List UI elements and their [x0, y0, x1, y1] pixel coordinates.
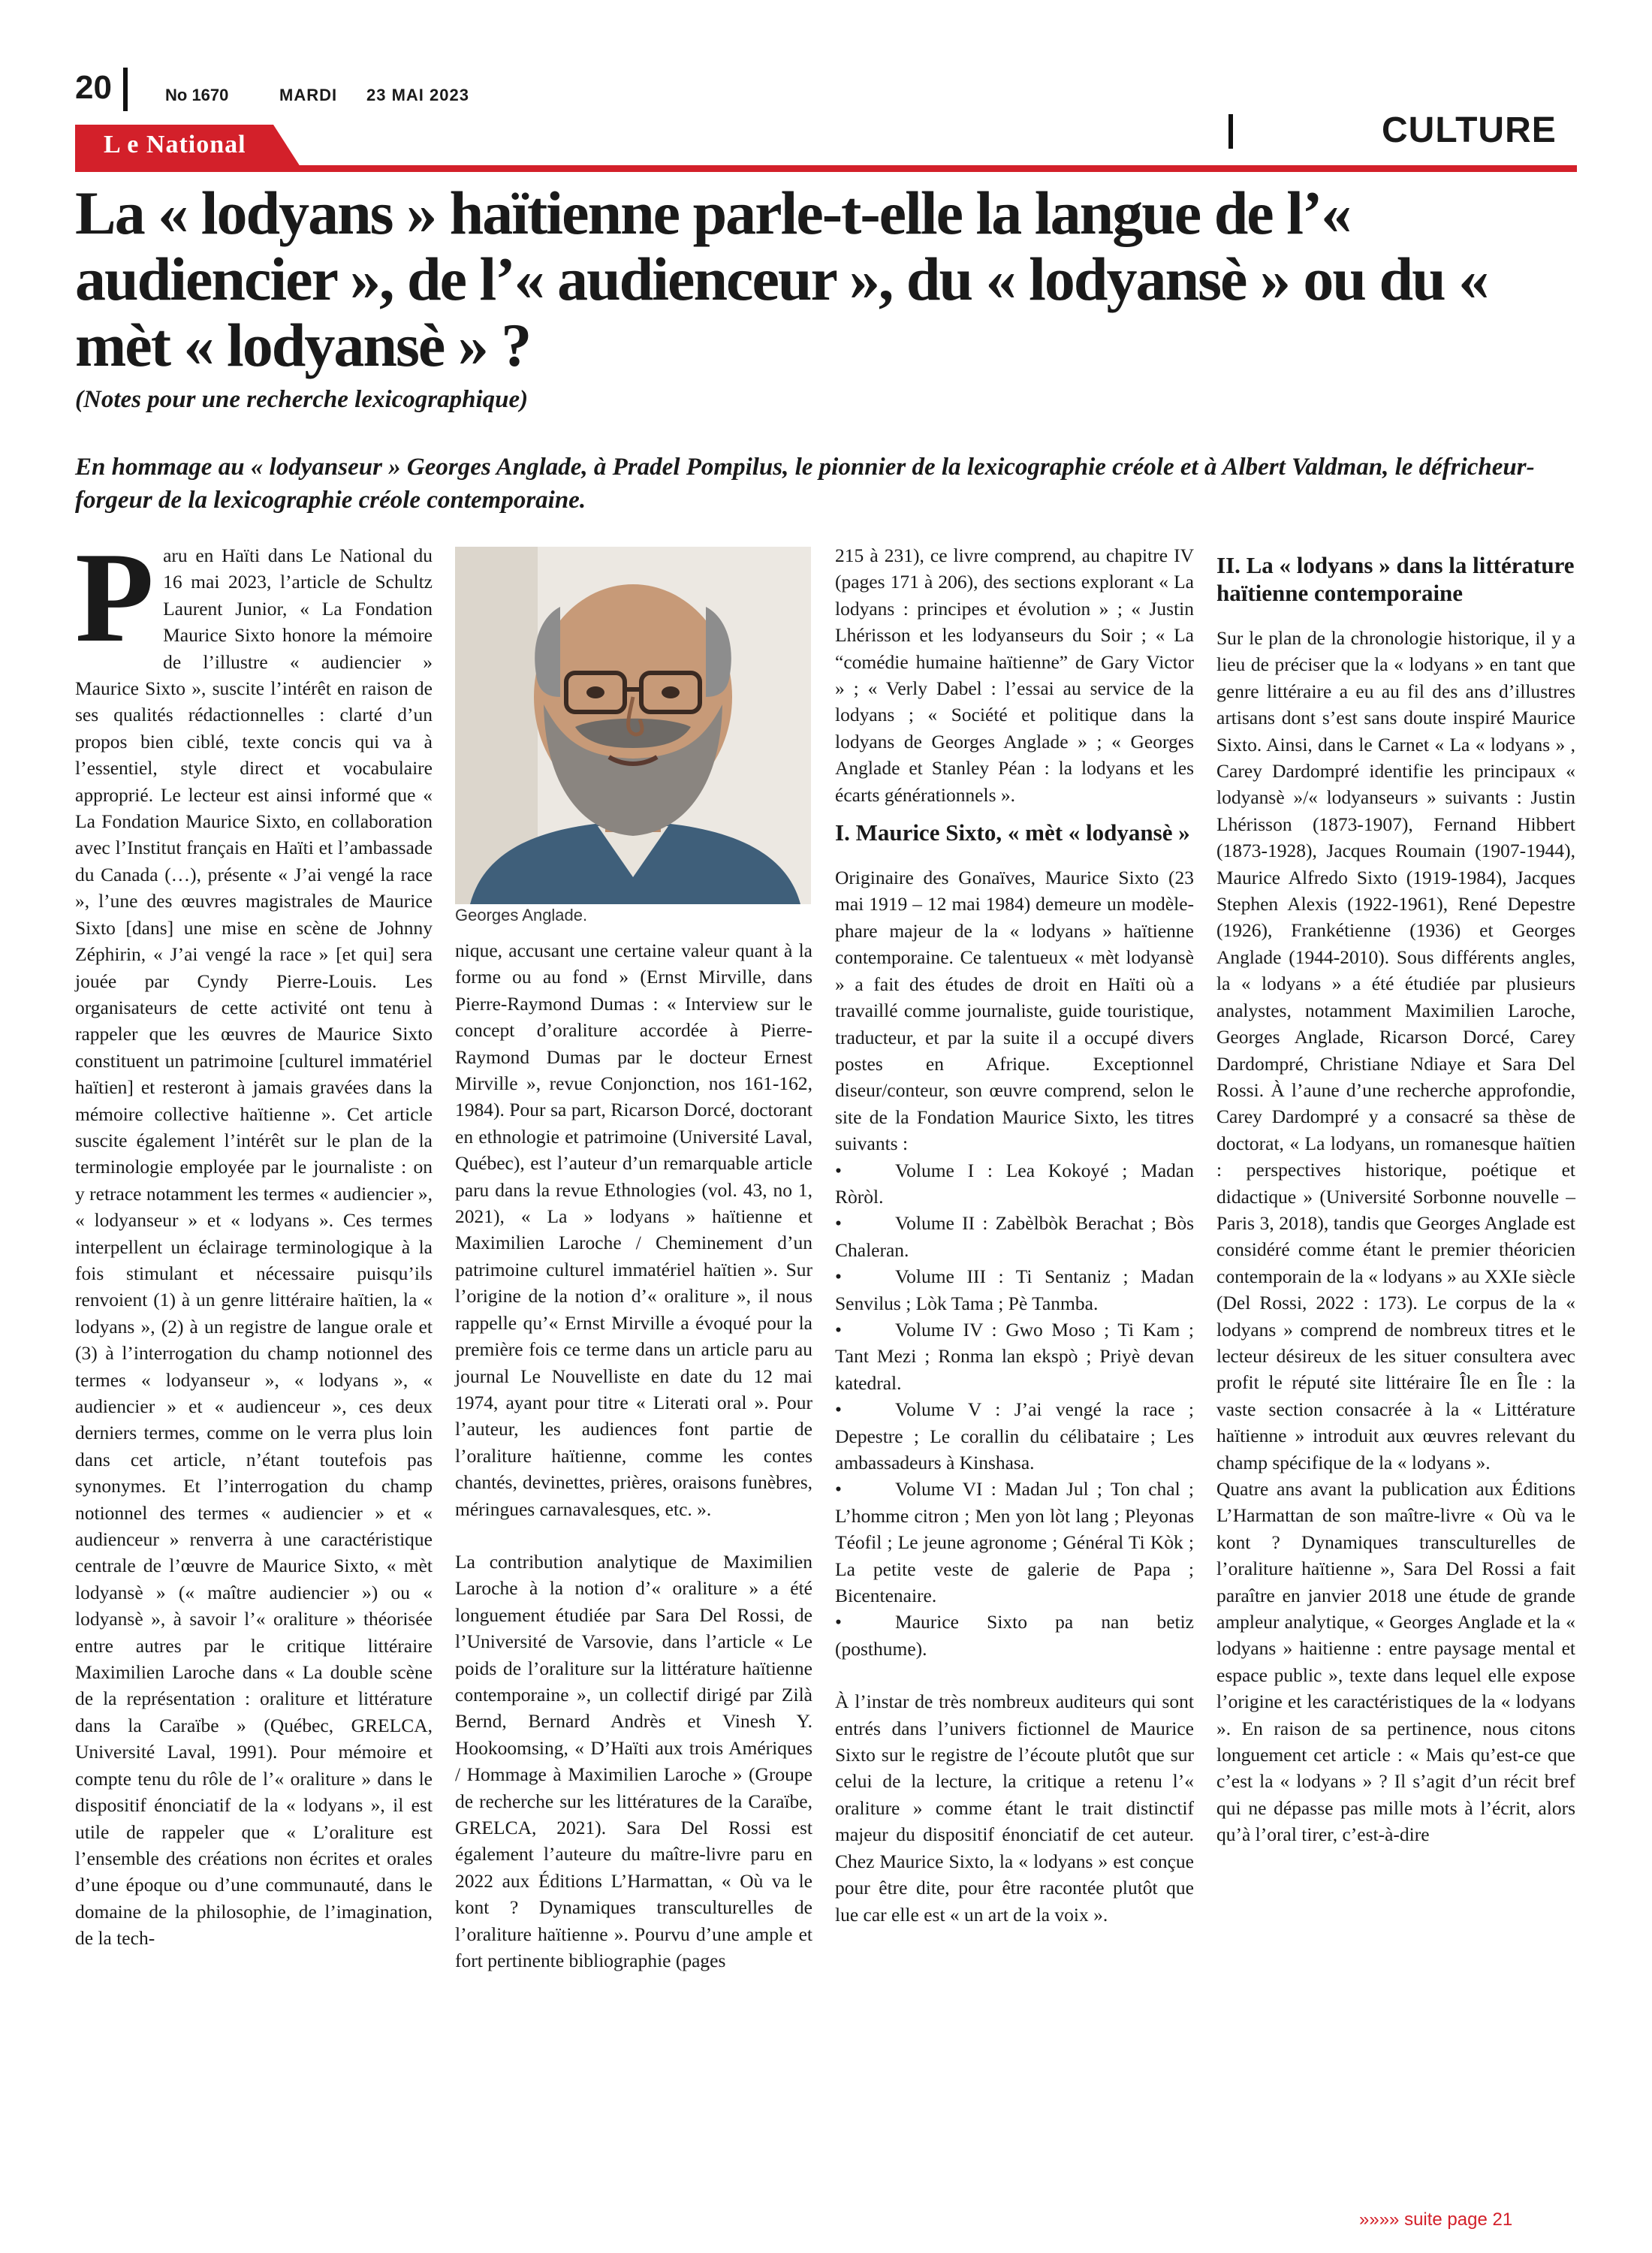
newspaper-logo: L e National	[104, 131, 246, 158]
photo-caption: Georges Anglade.	[455, 906, 588, 924]
continuation-page: 21	[1492, 2209, 1513, 2230]
header-divider	[123, 68, 128, 111]
article-paragraph: 215 à 231), ce livre comprend, au chapitre IV (pages 171 à 206), des sections explorant « La lodyans : principes et évolution » ; « Justin Lhérisson et les lodyanseurs du Soir ; « La “comédie humaine haïtienne” de Gary Victor » ; « Verly Dabel : l’essai au service de la lodyans ; « Société et politique dans la lodyans de Georges Anglade » ; « Georges Anglade et Stanley Péan : la lodyans et les écarts générationnels ».	[835, 544, 1194, 806]
portrait-image	[455, 547, 811, 904]
drop-cap: P	[75, 526, 155, 669]
article-paragraph: Sur le plan de la chronologie historique, il y a lieu de préciser que la « lodyans » en tant que genre littéraire a eu au fil des ans d’illustres artisans dont s’est sans doute inspiré Maurice Sixto. Ainsi, dans le Carnet « La « lodyans » , Carey Dardompré identifie les principaux « lodyansè »/« lodyanseurs » suivants : Justin Lhérisson (1873-1907), Fernand Hibbert (1873-1928), Jacques Roumain (1907-1944), Maurice Alfredo Sixto (1919-1984), Jacques Stephen Alexis (1922-1961), René Depestre (1926), Frankétienne (1936) et Georges Anglade (1944-2010). Sous différents angles, la « lodyans » a été étudiée par plusieurs analystes, notamment Maximilien Laroche, Georges Anglade, Ricarson Dorcé, Carey Dardompré, Christiane Ndiaye et Sara Del Rossi. À l’aune d’une recherche approfondie, Carey Dardompré y a consacré sa thèse de doctorat, « La lodyans, un romanesque haïtien : perspectives historique, poétique et didactique » (Université Sorbonne nouvelle – Paris 3, 2018), tandis que Georges Anglade est considéré comme étant le premier théoricien contemporain de la « lodyans » au XXIe siècle (Del Rossi, 2022 : 173). Le corpus de la « lodyans » comprend de nombreux titres et le lecteur désireux de les situer consultera avec profit le réputé site littéraire Île en Île : la vaste section consacrée à la « Littérature haïtienne » introduit aux œuvres relevant du champ spécifique de la « lodyans ».	[1216, 627, 1575, 1473]
list-item	[835, 1263, 1194, 1317]
bullet-icon: •	[835, 1212, 842, 1235]
list-item-text: Volume V : J’ai vengé la race ; Depestre ; Le corallin du célibataire ; Les ambassadeurs à Kinshasa.	[835, 1398, 1194, 1473]
list-item-text: Volume III : Ti Sentaniz ; Madan Senvilus ; Lòk Tama ; Pè Tanmba.	[835, 1265, 1194, 1314]
list-item-text: Volume II : Zabèlbòk Berachat ; Bòs Chaleran.	[835, 1212, 1194, 1261]
list-item	[835, 1396, 1194, 1476]
issue-number: No 1670	[165, 86, 229, 104]
article-title: La « lodyans » haïtienne parle-t-elle la langue de l’« audiencier », de l’« audienceur », du « lodyansè » ou du « mèt « lodyansè » ?	[75, 179, 1488, 379]
list-item	[835, 1157, 1194, 1211]
bullet-icon: •	[835, 1478, 842, 1500]
list-item	[835, 1317, 1194, 1396]
issue-day: MARDI	[279, 86, 338, 104]
bullet-icon: •	[835, 1159, 842, 1181]
article-paragraph: À l’instar de très nombreux auditeurs qui sont entrés dans l’univers fictionnel de Maurice Sixto sur le registre de l’écoute plutôt que sur celui de la lecture, la critique a retenu l’« oraliture » comme étant le trait distinctif majeur du dispositif énonciatif de cet auteur. Chez Maurice Sixto, la « lodyans » est conçue pour être dite, pour être racontée plutôt que lue car elle est « un art de la voix ».	[835, 1691, 1194, 1926]
list-item-text: Maurice Sixto pa nan betiz (posthume).	[835, 1611, 1194, 1660]
column-4	[1216, 542, 1575, 1848]
article-paragraph: Originaire des Gonaïves, Maurice Sixto (23 mai 1919 – 12 mai 1984) demeure un modèle-phare majeur de la « lodyans » haïtienne contemporaine. Ce talentueux « mèt lodyansè » a fait des études de droit en Haïti où a travaillé comme journaliste, guide touristique, traducteur, et par la suite il a occupé divers postes en Afrique. Exceptionnel diseur/conteur, son œuvre comprend, selon le site de la Fondation Maurice Sixto, les titres suivants :	[835, 867, 1194, 1155]
article-paragraph: Quatre ans avant la publication aux Éditions L’Harmattan de son maître-livre « Où va le kont ? Dynamiques transculturelles de l’oraliture haïtienne », Sara Del Rossi a fait paraître en janvier 2018 une étude de grande ampleur analytique, « Georges Anglade et la « lodyans » haitienne : entre paysage mental et espace public », texte dans lequel elle expose l’origine et les caractéristiques de la « lodyans ». En raison de sa pertinence, nous citons longuement cet article : « Mais qu’est-ce que c’est la « lodyans » ? Il s’agit d’un récit bref qui ne dépasse pas mille mots à l’écrit, alors qu’à l’oral tirer, c’est-à-dire	[1216, 1478, 1575, 1846]
column-2	[455, 937, 812, 1974]
bullet-icon: •	[835, 1611, 842, 1633]
section-label: CULTURE	[1382, 110, 1557, 150]
article-paragraph: nique, accusant une certaine valeur quant à la forme ou au fond » (Ernst Mirville, dans Pierre-Raymond Dumas : « Interview sur le concept d’oraliture accordée à Pierre-Raymond Dumas par le docteur Ernest Mirville », revue Conjonction, nos 161-162, 1984). Pour sa part, Ricarson Dorcé, doctorant en ethnologie et patrimoine (Université Laval, Québec), est l’auteur d’un remarquable article paru dans la revue Ethnologies (vol. 43, no 1, 2021), « La » lodyans » haïtienne et Maximilien Laroche / Cheminement d’un patrimoine culturel immatériel haïtien ». Sur l’origine de la notion d’« oraliture », il nous rappelle qu’« Ernst Mirville a évoqué pour la première fois ce terme dans un article paru au journal Le Nouvelliste en date du 12 mai 1974, ayant pour titre « Literati oral ». Pour l’auteur, les audiences font partie de l’oraliture haïtienne, comme les contes chantés, devinettes, prières, oraisons funèbres, méringues carnavalesques, etc. ».	[455, 940, 812, 1520]
list-item-text: Volume VI : Madan Jul ; Ton chal ; L’homme citron ; Men yon lòt lang ; Pleyonas Téofil ; Le jeune agronome ; Général Ti Kòk ; La petite veste de galerie de Papa ; Bicentenaire.	[835, 1478, 1194, 1607]
list-item	[835, 1609, 1194, 1662]
section-divider	[1228, 114, 1233, 149]
bullet-icon: •	[835, 1398, 842, 1421]
bullet-icon: •	[835, 1318, 842, 1341]
list-item-text: Volume IV : Gwo Moso ; Ti Kam ; Tant Mezi ; Ronma lan ekspò ; Priyè devan katedral.	[835, 1318, 1194, 1394]
article-dedication: En hommage au « lodyanseur » Georges Anglade, à Pradel Pompilus, le pionnier de la lexicographie créole et à Albert Valdman, le défricheur-forgeur de la lexicographie créole contemporaine.	[75, 454, 1535, 514]
article-subtitle: (Notes pour une recherche lexicographique)	[75, 386, 529, 413]
issue-date: 23 MAI 2023	[366, 86, 469, 104]
arrows-icon: »»»»	[1359, 2209, 1400, 2230]
continuation-text: suite page	[1404, 2209, 1488, 2230]
paragraph-text: aru en Haïti dans Le National du 16 mai 2023, l’article de Schultz Laurent Junior, « La Fondation Maurice Sixto honore la mémoire de l’illustre « audiencier » Maurice Sixto », suscite l’intérêt en raison de ses qualités rédactionnelles : clarté d’un propos bien ciblé, texte concis qui va à l’essentiel, style direct et vocabulaire approprié. Le lecteur est ainsi informé que « La Fondation Maurice Sixto, en collaboration avec l’Institut français en Haïti et l’ambassade du Canada (…), présente « J’ai vengé la race », l’une des œuvres magistrales de Maurice Sixto [dans] une mise en scène de Johnny Zéphirin, « J’ai vengé la race » [et qui] sera jouée par Cyndy Pierre-Louis. Les organisateurs de cette activité ont tenu à rappeler que les œuvres de Maurice Sixto constituent un patrimoine [culturel immatériel haïtien] et resteront à jamais gravées dans la mémoire collective haïtienne ». Cet article suscite également l’intérêt sur le plan de la terminologie employée par le journaliste : on y retrace notamment les termes « audiencier », « lodyanseur » et « lodyans ». Ces termes interpellent un éclairage terminologique à la fois stimulant et nécessaire puisqu’ils renvoient (1) à un genre littéraire haïtien, la « lodyans », (2) à un registre de langue orale et (3) à l’interrogation du champ notionnel des termes « lodyanseur », « lodyans », « audiencier » et « audienceur », ces deux derniers termes, comme on le verra plus loin dans cet article, n’étant toutefois pas synonymes. Et l’interrogation du champ notionnel des termes « audiencier » et « audienceur » renverra à une caractéristique centrale de l’œuvre de Maurice Sixto, « mèt lodyansè » (« maître audiencier ») ou « lodyansè », à savoir l’« oraliture » théorisée entre autres par le critique littéraire Maximilien Laroche dans « La double scène de la représentation : oraliture et littérature dans la Caraïbe » (Québec, GRELCA, Université Laval, 1991). Pour mémoire et compte tenu du rôle de l’« oraliture » dans le dispositif énonciatif de la « lodyans », il est utile de rappeler que « L’oraliture est l’ensemble des créations non écrites et orales d’une époque ou d’une communauté, dans le domaine de la philosophie, de l’imagination, de la tech-	[75, 544, 433, 1950]
list-item	[835, 1476, 1194, 1609]
bullet-icon: •	[835, 1265, 842, 1288]
header-rule	[75, 165, 1577, 172]
list-item	[835, 1210, 1194, 1263]
list-item-text: Volume I : Lea Kokoyé ; Madan Ròròl.	[835, 1159, 1194, 1208]
continuation-link[interactable]	[1359, 2209, 1512, 2230]
column-3	[835, 542, 1194, 1928]
author-photo	[455, 547, 811, 904]
article-paragraph: La contribution analytique de Maximilien Laroche à la notion d’« oraliture » a été longuement étudiée par Sara Del Rossi, de l’Université de Varsovie, dans l’article « Le poids de l’oraliture sur la littérature haïtienne contemporaine », un collectif dirigé par Zilà Bernd, Bernard Andrès et Vinesh Y. Hookoomsing, « D’Haïti aux trois Amériques / Hommage à Maximilien Laroche » (Groupe de recherche sur les littératures de la Caraïbe, GRELCA, 2021). Sara Del Rossi est également l’auteure du maître-livre paru en 2022 aux Éditions L’Harmattan, « Où va le kont ? Dynamiques transculturelles de l’oraliture haïtienne ». Pourvu d’une ample et fort pertinente bibliographie (pages	[455, 1550, 812, 1972]
article-paragraph	[75, 526, 433, 1952]
section-heading: II. La « lodyans » dans la littérature haïtienne contemporaine	[1216, 552, 1575, 606]
section-heading: I. Maurice Sixto, « mèt « lodyansè »	[835, 819, 1190, 846]
page-number: 20	[75, 69, 112, 106]
column-1	[75, 526, 433, 1952]
